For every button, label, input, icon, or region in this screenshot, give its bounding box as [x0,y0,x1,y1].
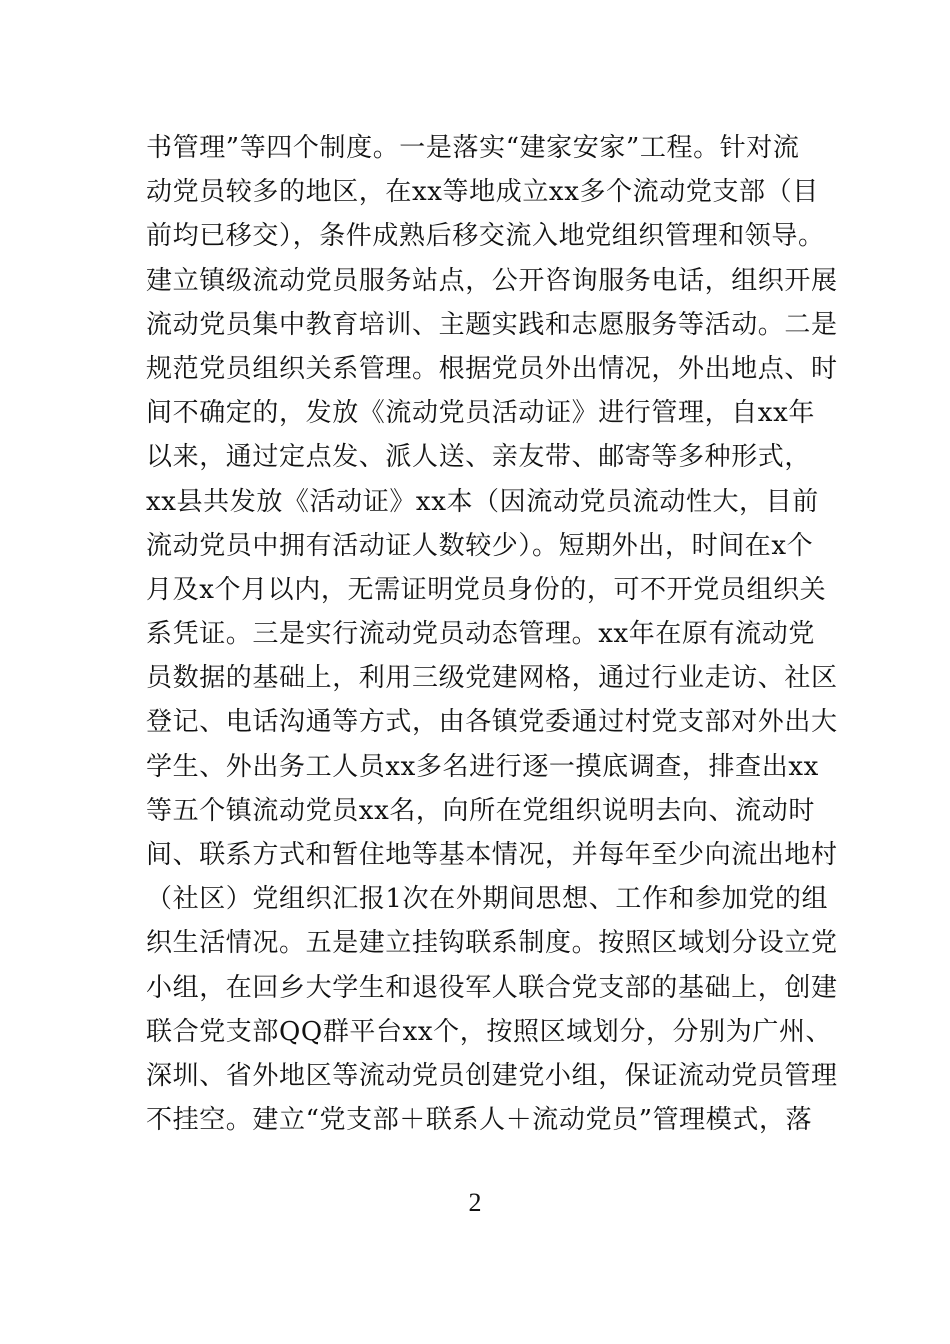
text-line: 联合党支部QQ群平台xx个，按照区域划分，分别为广州、 [146,1016,833,1047]
text-line: 流动党员中拥有活动证人数较少）。短期外出，时间在x个 [146,530,814,561]
text-line: 小组，在回乡大学生和退役军人联合党支部的基础上，创建 [146,972,838,1003]
text-line: 流动党员集中教育培训、主题实践和志愿服务等活动。二是 [146,309,838,340]
text-line: xx县共发放《活动证》xx本（因流动党员流动性大，目前 [146,486,819,517]
text-line: 学生、外出务工人员xx多名进行逐一摸底调查，排查出xx [146,751,819,782]
text-line: 深圳、省外地区等流动党员创建党小组，保证流动党员管理 [146,1060,838,1091]
text-line: 前均已移交），条件成熟后移交流入地党组织管理和领导。 [146,221,825,252]
text-line: （社区）党组织汇报1次在外期间思想、工作和参加党的组 [146,884,829,915]
text-line: 规范党员组织关系管理。根据党员外出情况，外出地点、时 [146,353,838,384]
text-line: 书管理”等四个制度。一是落实“建家安家”工程。针对流 [146,133,800,163]
text-line: 不挂空。建立“党支部＋联系人＋流动党员”管理模式，落 [146,1105,813,1136]
text-line: 以来，通过定点发、派人送、亲友带、邮寄等多种形式， [146,442,812,473]
page-number: 2 [468,1188,482,1217]
text-line: 间、联系方式和暂住地等基本情况，并每年至少向流出地村 [146,840,838,870]
text-line: 织生活情况。五是建立挂钩联系制度。按照区域划分设立党 [146,928,838,959]
text-line: 建立镇级流动党员服务站点，公开咨询服务电话，组织开展 [146,265,838,296]
text-line: 间不确定的，发放《流动党员活动证》进行管理，自xx年 [146,398,815,429]
text-line: 月及x个月以内，无需证明党员身份的，可不开党员组织关 [146,574,827,605]
text-line: 员数据的基础上，利用三级党建网格，通过行业走访、社区 [146,663,838,694]
body-text [146,126,838,1142]
text-line: 动党员较多的地区，在xx等地成立xx多个流动党支部（目 [146,177,819,208]
text-line: 系凭证。三是实行流动党员动态管理。xx年在原有流动党 [146,619,815,650]
text-line: 等五个镇流动党员xx名，向所在党组织说明去向、流动时 [146,795,815,826]
text-line: 登记、电话沟通等方式，由各镇党委通过村党支部对外出大 [146,707,838,738]
